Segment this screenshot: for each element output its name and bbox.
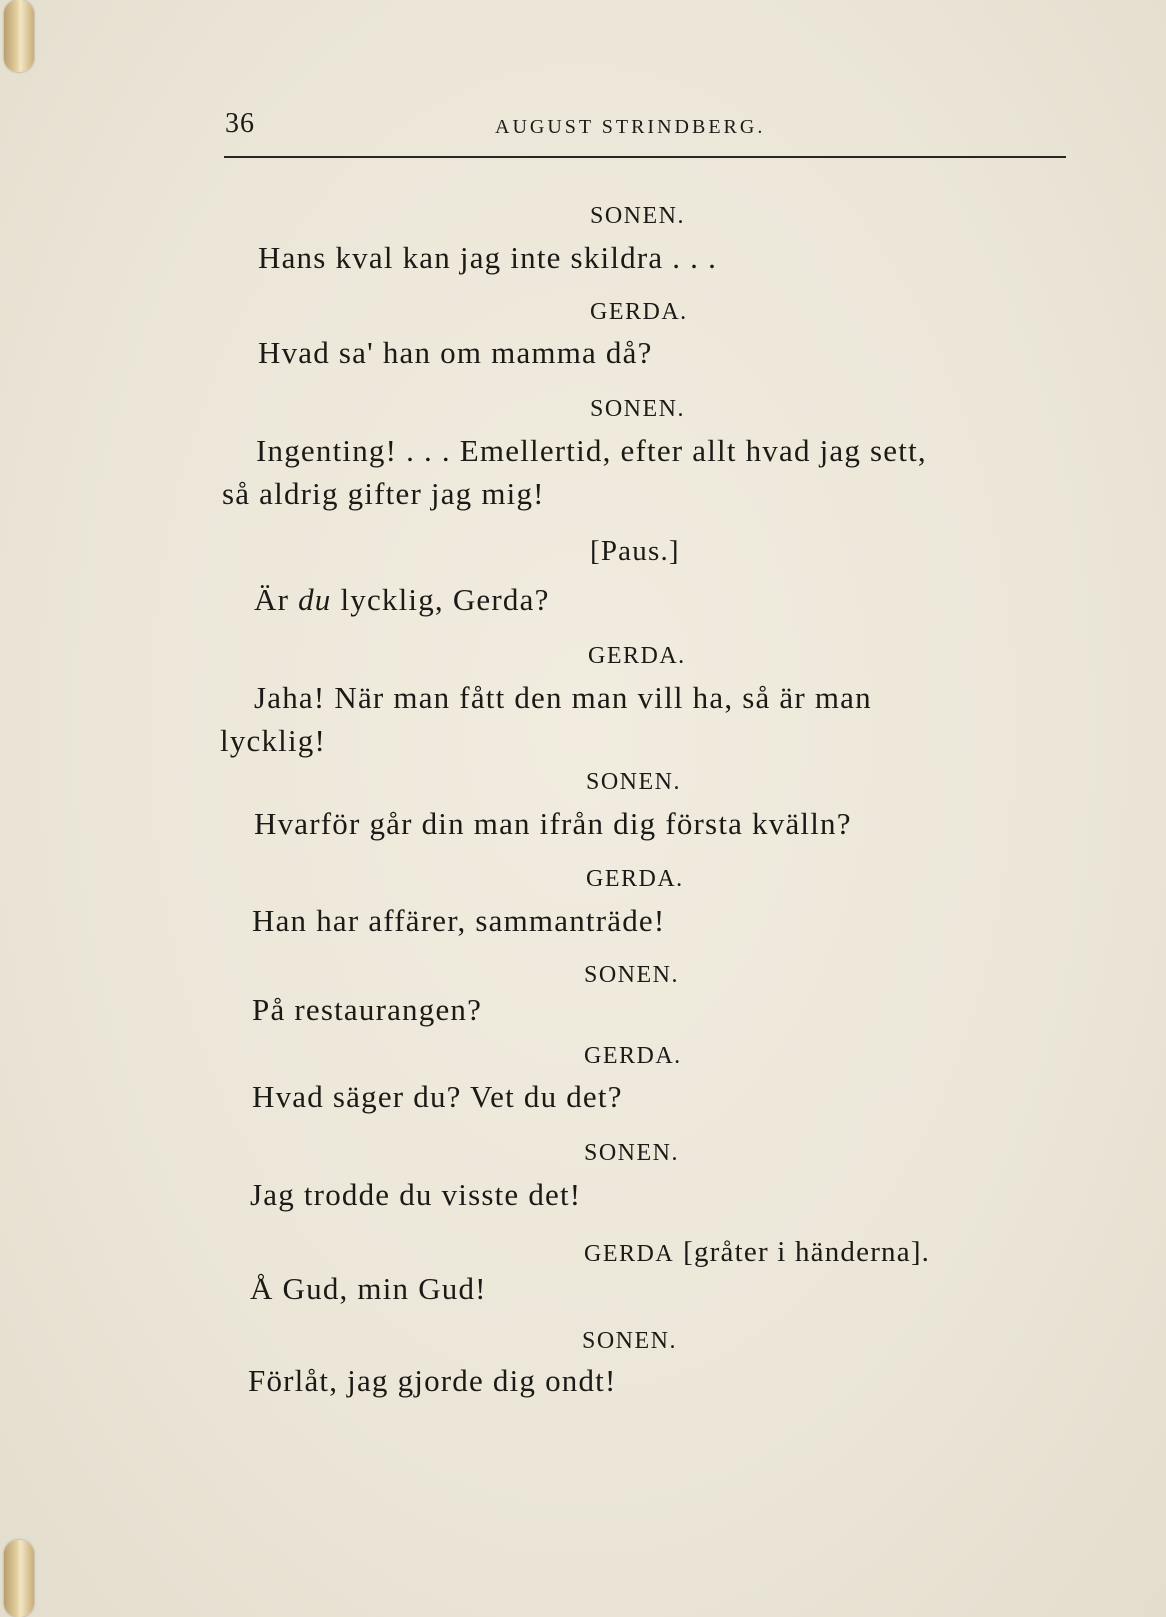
emphasized-word: du [298, 582, 332, 617]
line-text: lycklig, Gerda? [340, 582, 550, 617]
speaker-sonen: SONEN. [590, 396, 686, 422]
dialogue-line: Hvarför går din man ifrån dig första kvälln? [254, 806, 852, 841]
dialogue-line: Å Gud, min Gud! [250, 1271, 487, 1306]
running-title: AUGUST STRINDBERG. [495, 116, 766, 138]
dialogue-line: På restaurangen? [252, 992, 483, 1027]
speaker-gerda: GERDA. [586, 866, 684, 892]
binding-tab-top [4, 0, 34, 72]
dialogue-line: Hvad säger du? Vet du det? [252, 1079, 623, 1114]
speaker-gerda: GERDA [584, 1241, 675, 1267]
speaker-sonen: SONEN. [584, 962, 680, 988]
dialogue-line [254, 582, 550, 618]
dialogue-line: Han har affärer, sammanträde! [252, 903, 666, 938]
speaker-gerda: GERDA. [584, 1043, 682, 1069]
speaker-sonen: SONEN. [584, 1140, 680, 1166]
dialogue-line: lycklig! [220, 723, 327, 758]
dialogue-line: Hvad sa' han om mamma då? [258, 335, 653, 370]
dialogue-line: Jaha! När man fått den man vill ha, så är man [254, 680, 872, 715]
header-rule [224, 156, 1066, 158]
stage-direction: [gråter i händerna]. [683, 1236, 931, 1268]
dialogue-line: Jag trodde du visste det! [250, 1177, 582, 1212]
dialogue-line: Förlåt, jag gjorde dig ondt! [248, 1363, 617, 1398]
speaker-sonen: SONEN. [590, 203, 686, 229]
stage-direction: [Paus.] [590, 535, 680, 567]
dialogue-line: Ingenting! . . . Emellertid, efter allt hvad jag sett, [256, 433, 927, 468]
speaker-gerda: GERDA. [590, 299, 688, 325]
page-number: 36 [225, 108, 255, 139]
dialogue-line: så aldrig gifter jag mig! [222, 476, 545, 511]
dialogue-line: Hans kval kan jag inte skildra . . . [258, 240, 718, 275]
speaker-with-direction [584, 1233, 930, 1269]
speaker-sonen: SONEN. [582, 1328, 678, 1354]
line-text: Är [254, 582, 290, 617]
running-head [225, 108, 1065, 148]
speaker-gerda: GERDA. [588, 643, 686, 669]
binding-tab-bottom [4, 1540, 34, 1617]
speaker-sonen: SONEN. [586, 769, 682, 795]
